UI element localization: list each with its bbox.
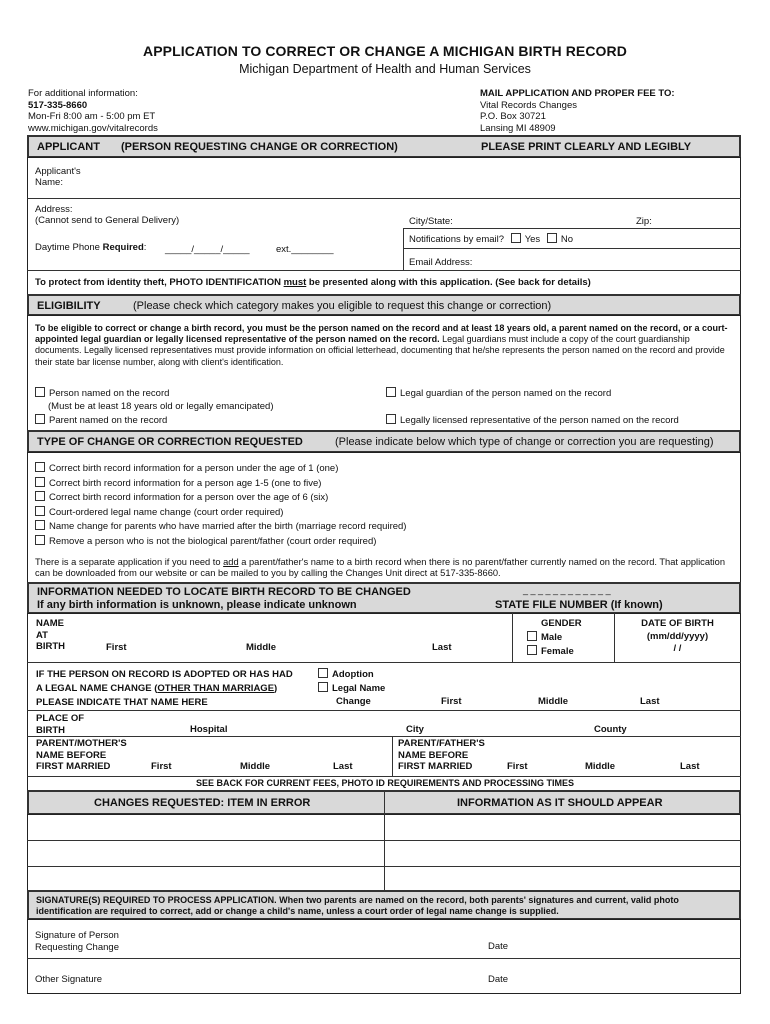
father-first-label: First [507, 761, 528, 772]
note-add: add [223, 557, 239, 567]
print-note: PLEASE PRINT CLEARLY AND LEGIBLY [481, 141, 692, 153]
option-label: Correct birth record information for a person under the age of 1 (one) [49, 463, 339, 474]
city-label: City [406, 724, 424, 735]
label-line: Applicant's [35, 166, 81, 177]
label-line: FIRST MARRIED [398, 761, 473, 772]
eligibility-para-rest: Legal guardians must include a copy of the court guardianship documents. Legally licensed representatives must provide information on official letterhead, documenting that he/she represents the person named on the record and provide their state bar license number, along with client's identification. [35, 334, 725, 367]
signature-1-label [35, 930, 119, 953]
checkbox[interactable] [386, 387, 396, 397]
option-label: Legal guardian of the person named on the record [400, 388, 612, 399]
locate-heading-2: If any birth information is unknown, please indicate unknown [37, 599, 357, 611]
phone-label-text: Daytime Phone [35, 242, 100, 253]
info-hours: Mon-Fri 8:00 am - 5:00 pm ET [28, 111, 156, 122]
info-block [28, 88, 158, 134]
phone-required: Required [102, 242, 144, 253]
option-label: Person named on the record [49, 388, 170, 399]
notify-label: Notifications by email? [409, 234, 505, 245]
form-subtitle: Michigan Department of Health and Human Services [239, 62, 531, 76]
changes-correct-row-1[interactable] [388, 816, 738, 838]
id-note [35, 277, 591, 288]
option-label: Correct birth record information for a person age 1-5 (one to five) [49, 477, 322, 489]
type-options [35, 462, 406, 550]
label-line: (mm/dd/yyyy) [646, 630, 709, 642]
state-file-blank[interactable]: _ _ _ _ _ _ _ _ _ _ _ _ [523, 585, 611, 595]
opt-rep[interactable] [386, 414, 679, 426]
change-label: Change [336, 696, 371, 707]
mail-line: Vital Records Changes [480, 99, 577, 111]
info-website: www.michigan.gov/vitalrecords [28, 122, 158, 134]
eligibility-heading-note: (Please check which category makes you eligible to request this change or correction) [133, 300, 552, 312]
type-option[interactable] [35, 506, 406, 521]
adoption-option[interactable] [318, 668, 374, 680]
type-option[interactable] [35, 520, 406, 535]
opt-person-note: (Must be at least 18 years old or legally emancipated) [48, 401, 274, 412]
option-label: Parent named on the record [49, 415, 168, 426]
label-line: IF THE PERSON ON RECORD IS ADOPTED OR HAS HAD [36, 669, 293, 680]
option-label: Court-ordered legal name change (court order required) [49, 506, 284, 518]
label-line: Address: [35, 204, 73, 215]
mail-heading: MAIL APPLICATION AND PROPER FEE TO: [480, 88, 675, 99]
gender-label: GENDER [541, 618, 582, 629]
type-option[interactable] [35, 535, 406, 550]
signature-heading: SIGNATURE(S) REQUIRED TO PROCESS APPLICATION. When two parents are named on the record, both parents' signatures and current, valid photo identification are required to correct, add or change a child's name, unless a court order of legal name change is supplied. [36, 895, 679, 916]
checkbox[interactable] [35, 414, 45, 424]
option-label: Female [541, 646, 574, 657]
checkbox[interactable] [35, 462, 45, 472]
legal-name-option[interactable] [318, 682, 385, 694]
female-option[interactable] [527, 645, 574, 657]
changes-right-heading: INFORMATION AS IT SHOULD APPEAR [457, 797, 663, 809]
label-line: NAME BEFORE [398, 749, 469, 761]
info-phone: 517-335-8660 [28, 99, 88, 111]
type-heading-note: (Please indicate below which type of change or correction you are requesting) [335, 436, 714, 448]
middle-label: Middle [246, 642, 277, 653]
opt-person[interactable] [35, 387, 169, 399]
option-label: Adoption [332, 669, 374, 680]
changes-left-heading: CHANGES REQUESTED: ITEM IN ERROR [94, 797, 311, 809]
father-label [398, 738, 485, 773]
applicant-header [27, 135, 741, 158]
id-note-must: must [283, 277, 307, 288]
adopted-label [36, 668, 293, 710]
locate-heading-1: INFORMATION NEEDED TO LOCATE BIRTH RECORD TO BE CHANGED [37, 586, 411, 598]
date-1-label: Date [488, 941, 509, 952]
address-label [35, 204, 179, 226]
mail-line: P.O. Box 30721 [480, 111, 546, 122]
type-option[interactable] [35, 462, 406, 477]
option-label: Correct birth record information for a person over the age of 6 (six) [49, 492, 329, 504]
id-note-text: be presented along with this application. (See back for details) [306, 277, 591, 288]
type-heading: TYPE OF CHANGE OR CORRECTION REQUESTED [37, 436, 303, 448]
ext-input[interactable]: ext.________ [276, 244, 334, 255]
label-line: PLEASE INDICATE THAT NAME HERE [36, 697, 208, 708]
signature-2-input[interactable] [150, 962, 470, 988]
mother-label [36, 738, 127, 773]
signature-2-label: Other Signature [35, 974, 103, 985]
option-label: Remove a person who is not the biological parent/father (court order required) [49, 535, 377, 547]
label-line: DATE OF BIRTH [641, 618, 714, 629]
male-option[interactable] [527, 631, 562, 643]
label-line: NAME BEFORE [36, 749, 107, 761]
type-option[interactable] [35, 477, 406, 492]
last-label: Last [432, 642, 452, 653]
name-at-birth-label [36, 618, 65, 653]
mail-block [480, 88, 675, 134]
label-line: BIRTH [36, 724, 66, 736]
eligibility-header [27, 294, 741, 316]
changes-error-row-1[interactable] [30, 816, 380, 838]
opt-guardian[interactable] [386, 387, 611, 399]
opt-parent[interactable] [35, 414, 167, 426]
checkbox[interactable] [35, 520, 45, 530]
label-line: Signature of Person [35, 930, 119, 941]
phone-label [35, 242, 146, 253]
note-text: a parent/father's name to a birth record when there is no parent/father currently named on the record. That application can be downloaded from our website or can be mailed to you by calling the Changes Unit direct at 517-335-8660. [35, 557, 725, 579]
label-underline: OTHER THAN MARRIAGE [157, 683, 275, 694]
info-line: For additional information: [28, 88, 138, 99]
eligibility-para-bold: To be eligible to correct or change a birth record, you must be the person named on the record and at least 18 years old, a parent named on the record, or a court-appointed legal guardian or legally licensed representative of the person named on the record. [35, 323, 728, 345]
yes-checkbox[interactable] [511, 233, 521, 243]
applicant-name-label [35, 166, 81, 188]
phone-input[interactable]: _____/_____/_____ [165, 244, 250, 255]
signature-1-input[interactable] [150, 928, 470, 954]
label-text: ) [274, 683, 278, 694]
checkbox[interactable] [35, 506, 45, 516]
mother-middle-label: Middle [240, 761, 271, 772]
dob-input[interactable]: / / [673, 643, 682, 654]
label-line: AT [36, 629, 48, 641]
applicant-heading-note: (PERSON REQUESTING CHANGE OR CORRECTION) [121, 141, 398, 153]
eligibility-heading: ELIGIBILITY [37, 300, 101, 312]
hospital-label: Hospital [190, 724, 228, 735]
locate-header [27, 582, 741, 614]
label-line: PARENT/FATHER'S [398, 738, 485, 749]
checkbox[interactable] [35, 477, 45, 487]
mother-first-label: First [151, 761, 172, 772]
label-line: PLACE OF [36, 713, 85, 724]
option-label: Legally licensed representative of the person named on the record [400, 415, 679, 426]
no-label: No [560, 234, 573, 245]
first-label: First [106, 642, 127, 653]
checkbox[interactable] [35, 387, 45, 397]
checkbox[interactable] [386, 414, 396, 424]
option-label: Male [541, 632, 563, 643]
label-line: FIRST MARRIED [36, 761, 111, 772]
phone-colon: : [143, 242, 147, 253]
option-label: Legal Name [332, 683, 386, 694]
email-label: Email Address: [409, 257, 473, 268]
father-middle-label: Middle [585, 761, 616, 772]
adopted-last-label: Last [640, 696, 660, 707]
label-text: A LEGAL NAME CHANGE ( [36, 683, 158, 694]
type-header [27, 430, 741, 453]
checkbox[interactable] [318, 668, 328, 678]
label-line: Requesting Change [35, 941, 119, 953]
applicant-heading: APPLICANT [37, 141, 100, 153]
option-label: Name change for parents who have married after the birth (marriage record required) [49, 521, 407, 533]
adopted-middle-label: Middle [538, 696, 569, 707]
state-file-label: STATE FILE NUMBER (If known) [495, 599, 663, 611]
county-label: County [594, 724, 627, 735]
form-title: APPLICATION TO CORRECT OR CHANGE A MICHIGAN BIRTH RECORD [143, 43, 627, 59]
mail-line: Lansing MI 48909 [480, 122, 556, 134]
label-line: PARENT/MOTHER'S [36, 738, 127, 749]
id-note-text: To protect from identity theft, PHOTO IDENTIFICATION [35, 277, 284, 288]
note-text: There is a separate application if you need to [35, 557, 224, 567]
type-option[interactable] [35, 491, 406, 506]
checkbox[interactable] [35, 535, 45, 545]
separate-application-note [35, 557, 737, 579]
checkbox[interactable] [527, 631, 537, 641]
eligibility-paragraph [35, 323, 737, 368]
adopted-first-label: First [441, 696, 462, 707]
father-last-label: Last [680, 761, 700, 772]
label-line: NAME [36, 618, 64, 629]
dob-label [614, 618, 741, 656]
label-line: Name: [35, 177, 63, 188]
see-back-note: SEE BACK FOR CURRENT FEES, PHOTO ID REQUIREMENTS AND PROCESSING TIMES [195, 778, 575, 788]
signature-header [27, 890, 741, 920]
notify-row [409, 233, 573, 245]
no-checkbox[interactable] [547, 233, 557, 243]
mother-last-label: Last [333, 761, 353, 772]
checkbox[interactable] [318, 682, 328, 692]
applicant-name-input[interactable] [100, 173, 730, 191]
checkbox[interactable] [35, 491, 45, 501]
yes-label: Yes [524, 234, 541, 245]
checkbox[interactable] [527, 645, 537, 655]
place-of-birth-label [36, 713, 84, 736]
date-2-label: Date [488, 974, 509, 985]
label-line: BIRTH [36, 641, 66, 652]
city-state-label: City/State: [409, 216, 453, 227]
zip-label: Zip: [636, 216, 652, 227]
label-line: (Cannot send to General Delivery) [35, 215, 180, 226]
